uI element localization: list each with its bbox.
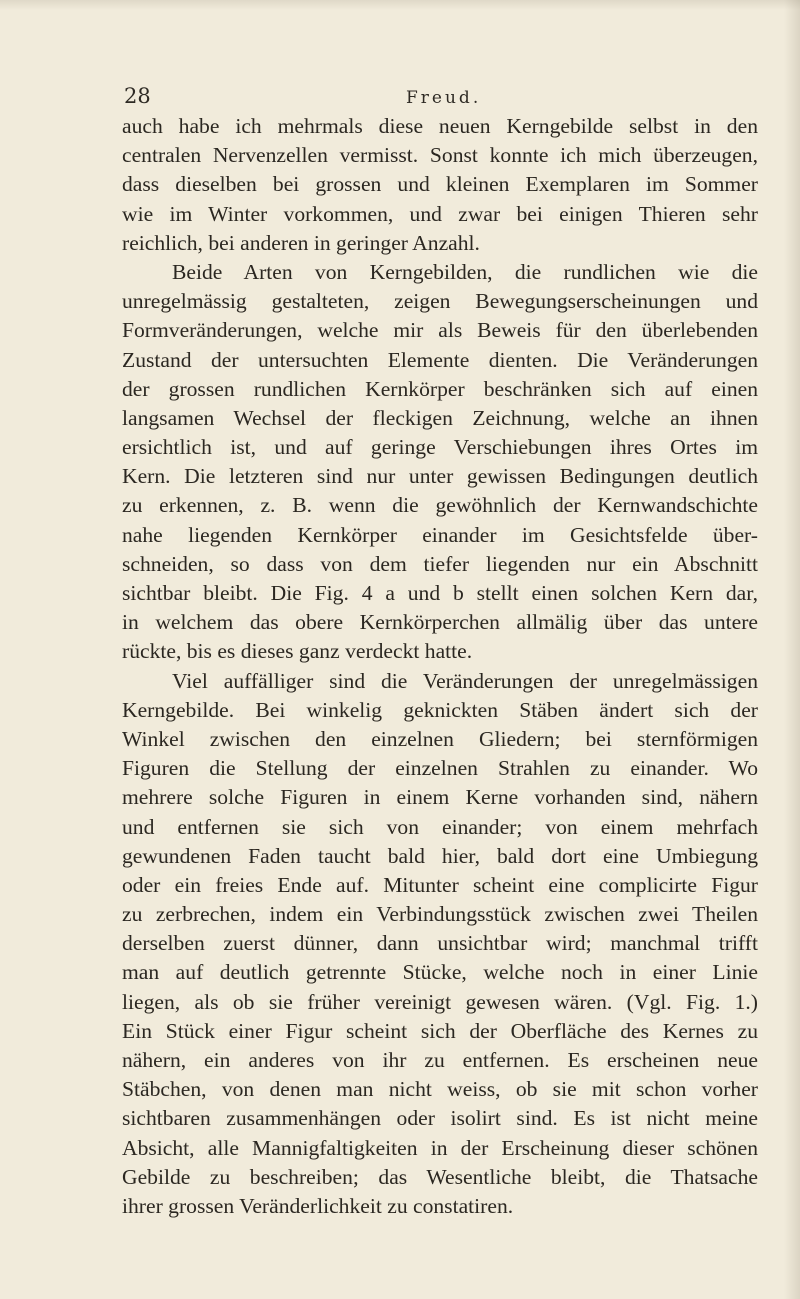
text-line: centralen Nervenzellen vermisst. Sonst konnte ich mich überzeugen, bbox=[122, 143, 758, 168]
text-line: Viel auffälliger sind die Veränderungen der unregelmässigen bbox=[172, 668, 758, 693]
text-line: ersichtlich ist, und auf geringe Verschiebungen ihres Ortes im bbox=[122, 435, 758, 460]
page-gutter-shadow bbox=[784, 0, 800, 1299]
text-line: man auf deutlich getrennte Stücke, welche noch in einer Linie bbox=[122, 960, 758, 985]
text-line: Formveränderungen, welche mir als Beweis für den überlebenden bbox=[122, 318, 758, 343]
text-line: liegen, als ob sie früher vereinigt gewesen wären. (Vgl. Fig. 1.) bbox=[122, 989, 758, 1014]
text-line: Figuren die Stellung der einzelnen Strahlen zu einander. Wo bbox=[122, 756, 758, 781]
text-line: Ein Stück einer Figur scheint sich der Oberfläche des Kernes zu bbox=[122, 1018, 758, 1043]
text-line: Kern. Die letzteren sind nur unter gewissen Bedingungen deutlich bbox=[122, 464, 758, 489]
page-top-shadow bbox=[0, 0, 800, 10]
text-line: auch habe ich mehrmals diese neuen Kerngebilde selbst in den bbox=[122, 114, 758, 138]
text-line: rückte, bis es dieses ganz verdeckt hatte. bbox=[122, 639, 473, 664]
text-line: schneiden, so dass von dem tiefer liegenden nur ein Abschnitt bbox=[122, 551, 758, 576]
running-head: Freud. bbox=[406, 88, 482, 108]
text-line: ihrer grossen Veränderlichkeit zu constatiren. bbox=[122, 1193, 514, 1218]
text-line: reichlich, bei anderen in geringer Anzahl. bbox=[122, 230, 480, 255]
text-line: Kerngebilde. Bei winkelig geknickten Stäben ändert sich der bbox=[122, 697, 758, 722]
text-line: wie im Winter vorkommen, und zwar bei einigen Thieren sehr bbox=[122, 201, 758, 226]
text-line: zu zerbrechen, indem ein Verbindungsstück zwischen zwei Theilen bbox=[122, 902, 758, 927]
text-line: Gebilde zu beschreiben; das Wesentliche bleibt, die Thatsache bbox=[122, 1164, 758, 1189]
text-line: und entfernen sie sich von einander; von einem mehrfach bbox=[122, 814, 758, 839]
text-line: langsamen Wechsel der fleckigen Zeichnung, welche an ihnen bbox=[122, 405, 758, 430]
text-line: nahe liegenden Kernkörper einander im Gesichtsfelde über- bbox=[122, 522, 758, 547]
text-line: Winkel zwischen den einzelnen Gliedern; bei sternförmigen bbox=[122, 726, 758, 751]
text-line: dass dieselben bei grossen und kleinen Exemplaren im Sommer bbox=[122, 172, 758, 197]
text-line: in welchem das obere Kernkörperchen allmälig über das untere bbox=[122, 610, 758, 635]
text-line: Zustand der untersuchten Elemente dienten. Die Veränderungen bbox=[122, 347, 758, 372]
text-line: Beide Arten von Kerngebilden, die rundlichen wie die bbox=[172, 259, 758, 284]
text-line: sichtbaren zusammenhängen oder isolirt sind. Es ist nicht meine bbox=[122, 1106, 758, 1131]
text-line: der grossen rundlichen Kernkörper beschränken sich auf einen bbox=[122, 376, 758, 401]
body-text bbox=[122, 112, 758, 1221]
text-line: oder ein freies Ende auf. Mitunter scheint eine complicirte Figur bbox=[122, 872, 758, 897]
text-line: sichtbar bleibt. Die Fig. 4 a und b stellt einen solchen Kern dar, bbox=[122, 581, 758, 605]
text-line: gewundenen Faden taucht bald hier, bald dort eine Umbiegung bbox=[122, 843, 758, 868]
text-line: Absicht, alle Mannigfaltigkeiten in der Erscheinung dieser schönen bbox=[122, 1135, 758, 1160]
text-line: nähern, ein anderes von ihr zu entfernen. Es erscheinen neue bbox=[122, 1048, 758, 1072]
text-line: unregelmässig gestalteten, zeigen Bewegungserscheinungen und bbox=[122, 289, 758, 314]
text-line: zu erkennen, z. B. wenn die gewöhnlich der Kernwandschichte bbox=[122, 493, 758, 518]
page-header bbox=[124, 84, 758, 114]
page-number: 28 bbox=[124, 84, 151, 108]
text-line: mehrere solche Figuren in einem Kerne vorhanden sind, nähern bbox=[122, 785, 758, 810]
text-line: derselben zuerst dünner, dann unsichtbar wird; manchmal trifft bbox=[122, 931, 758, 956]
text-line: Stäbchen, von denen man nicht weiss, ob sie mit schon vorher bbox=[122, 1077, 758, 1102]
